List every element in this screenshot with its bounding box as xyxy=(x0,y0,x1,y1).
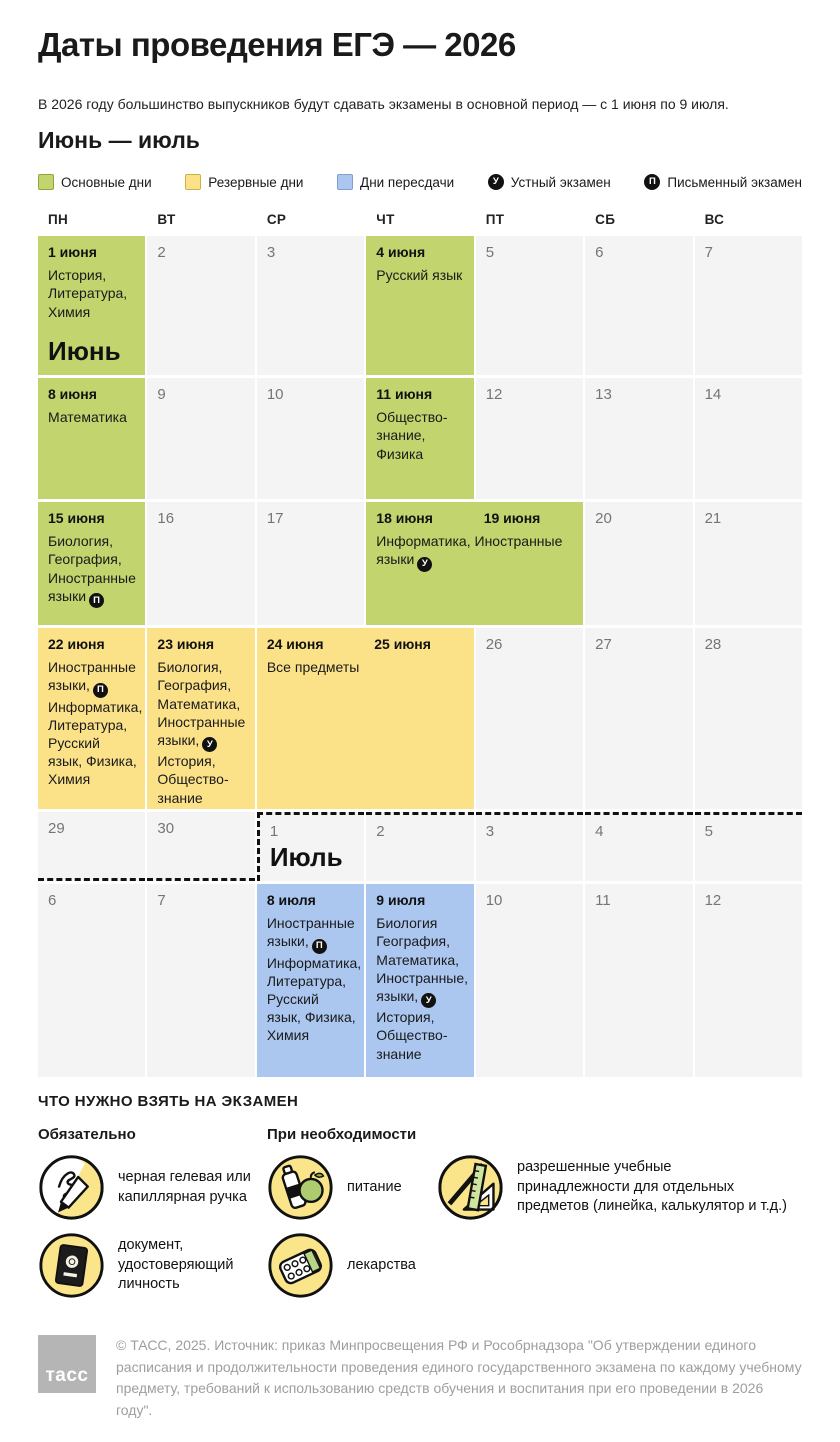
weekday-5: СБ xyxy=(595,212,616,227)
subject: История, xyxy=(376,1009,435,1026)
subjects-list xyxy=(376,532,575,571)
calendar-cell-8-июня xyxy=(38,378,145,499)
calendar-cell-17 xyxy=(257,502,364,625)
calendar-cell-6 xyxy=(38,884,145,1077)
day-number: 13 xyxy=(595,386,612,403)
day-number: 9 июля xyxy=(376,892,426,908)
calendar-cell-20 xyxy=(585,502,692,625)
optional-column-title: При необходимости xyxy=(267,1126,417,1143)
oral-exam-icon: У xyxy=(488,174,504,190)
written-exam-icon: П xyxy=(89,593,104,608)
calendar-cell-3 xyxy=(257,236,364,375)
day-number: 18 июня xyxy=(376,510,433,526)
checklist-item-label: разрешенные учебные принадлежности для отдельных предметов (линейка, калькулятор и т.д.) xyxy=(517,1159,787,1215)
legend-label: Устный экзамен xyxy=(510,174,611,190)
day-number: 15 июня xyxy=(48,510,105,526)
day-number: 21 xyxy=(704,510,722,527)
calendar-cell-6 xyxy=(585,236,692,375)
calendar-cell-12 xyxy=(695,884,802,1077)
subject: Иностранные языки, П xyxy=(48,659,136,693)
written-exam-icon: П xyxy=(93,683,108,698)
source-text: © ТАСС, 2025. Источник: приказ Минпросвещения РФ и Рособрнадзора "Об утверждении единого расписания и продолжительности проведения единого государственного экзамена по каждому учебному предмету, требований к использованию средств обучения и воспитания при его проведении в 2026 году". xyxy=(116,1337,802,1419)
checklist-item-food xyxy=(267,1154,437,1221)
day-number: 24 июня xyxy=(266,636,324,652)
passport-icon xyxy=(38,1232,105,1299)
subject: Общество-знание, xyxy=(376,409,448,444)
month-label: Июнь xyxy=(48,336,121,367)
subject: Биология, xyxy=(48,533,113,550)
subject: Биология xyxy=(376,915,438,932)
weekday-2: СР xyxy=(266,212,287,227)
day-number: 4 июня xyxy=(376,244,426,260)
legend-retake-days xyxy=(337,174,454,190)
weekday-3: ЧТ xyxy=(376,212,395,227)
subject: Литература, xyxy=(266,972,347,989)
day-number: 3 xyxy=(266,244,276,261)
calendar-cell-16 xyxy=(147,502,254,625)
day-number: 26 xyxy=(485,636,503,653)
day-number: 12 xyxy=(485,386,503,403)
section-title: Июнь — июль xyxy=(38,127,200,153)
day-number: 10 xyxy=(266,386,284,403)
calendar-cell-3 xyxy=(476,812,583,881)
calendar-cell-15-июня xyxy=(38,502,145,625)
weekday-1: ВТ xyxy=(157,212,176,227)
subject: География, xyxy=(157,677,232,694)
day-number: 14 xyxy=(704,386,722,403)
footer xyxy=(38,1335,802,1422)
calendar-cell-2 xyxy=(147,236,254,375)
subject: Информатика, xyxy=(266,954,362,971)
oral-exam-icon: У xyxy=(202,737,217,752)
legend-label: Резервные дни xyxy=(208,174,304,190)
checklist-heading: ЧТО НУЖНО ВЗЯТЬ НА ЭКЗАМЕН xyxy=(38,1093,299,1110)
weekday-0: ПН xyxy=(48,212,69,227)
subject: Иностранные языки, У xyxy=(157,714,245,748)
day-number: 4 xyxy=(595,823,604,840)
subject: Литература, xyxy=(48,285,128,302)
calendar-cell-4 xyxy=(585,812,692,881)
day-number: 8 июня xyxy=(48,386,97,402)
day-number: 25 июня xyxy=(374,636,431,652)
subject: Информатика, xyxy=(48,698,143,715)
day-number: 1 xyxy=(269,823,279,840)
calendar-cell-11-июня xyxy=(366,378,473,499)
subject: Математика xyxy=(48,409,127,426)
legend-label: Дни пересдачи xyxy=(360,174,455,190)
calendar-cell-13 xyxy=(585,378,692,499)
calendar-cell-8-июля xyxy=(257,884,364,1077)
checklist-item-passport xyxy=(38,1232,267,1299)
subject: История, xyxy=(157,753,216,770)
subjects-list xyxy=(376,914,469,1063)
calendar-cell-26 xyxy=(476,628,583,809)
subject: Информатика, xyxy=(376,533,471,550)
written-exam-icon: П xyxy=(312,939,327,954)
day-number: 2 xyxy=(376,823,385,840)
day-number: 16 xyxy=(157,510,175,527)
legend-written-exam xyxy=(644,174,802,190)
day-number: 11 июня xyxy=(376,386,433,402)
checklist-item-label: лекарства xyxy=(347,1256,416,1273)
checklist-item-label: питание xyxy=(347,1178,402,1195)
subject: История, xyxy=(48,267,107,284)
calendar-cell-10 xyxy=(257,378,364,499)
weekday-6: ВС xyxy=(704,212,725,227)
subject: Химия xyxy=(48,771,91,788)
day-number: 22 июня xyxy=(48,636,105,652)
calendar-cell-2 xyxy=(366,812,473,881)
subjects-list xyxy=(376,266,465,284)
subject: Физика, xyxy=(85,753,137,770)
subjects-list xyxy=(157,658,246,807)
calendar-cell-7 xyxy=(147,884,254,1077)
pills-icon xyxy=(267,1232,334,1299)
legend-label: Письменный экзамен xyxy=(667,174,802,190)
subject: Иностранные языки У xyxy=(376,533,562,567)
subject: Русский язык, xyxy=(266,991,319,1026)
calendar-cell-14 xyxy=(695,378,802,499)
legend-label: Основные дни xyxy=(61,174,152,190)
page-subtitle: В 2026 году большинство выпускников будут сдавать экзамены в основной период — с 1 июня по 9 июля. xyxy=(38,96,729,112)
checklist-section xyxy=(38,1093,802,1299)
day-number: 29 xyxy=(48,820,65,837)
day-number: 6 xyxy=(595,244,604,261)
calendar-cell-9 xyxy=(147,378,254,499)
day-number: 12 xyxy=(704,892,722,909)
checklist-item-medicine xyxy=(267,1232,437,1299)
day-number: 9 xyxy=(157,386,166,403)
subject: Математика, xyxy=(376,951,460,968)
subject: География, xyxy=(376,933,450,950)
subject: Биология, xyxy=(157,659,223,676)
weekday-4: ПТ xyxy=(485,212,505,227)
calendar-cell-29 xyxy=(38,812,145,881)
subjects-list xyxy=(266,914,362,1044)
legend-reserve-days xyxy=(185,174,303,190)
day-number: 17 xyxy=(266,510,284,527)
checklist-item-supplies xyxy=(437,1154,802,1221)
calendar-cell-18-июня xyxy=(366,502,583,625)
tass-logo: тасс xyxy=(38,1335,96,1393)
calendar-cell-4-июня xyxy=(366,236,473,375)
subject: Химия xyxy=(48,303,91,320)
calendar-cell-7 xyxy=(695,236,802,375)
day-number: 1 июня xyxy=(48,244,97,260)
calendar-cell-21 xyxy=(695,502,802,625)
subject: Русский язык xyxy=(376,267,463,284)
day-number: 7 xyxy=(704,244,713,261)
day-number: 8 июля xyxy=(266,892,316,908)
pen-icon xyxy=(38,1154,105,1221)
day-number: 23 июня xyxy=(157,636,215,652)
subjects-list xyxy=(376,408,465,463)
subject: Русский язык, xyxy=(48,735,100,770)
supplies-icon xyxy=(437,1154,504,1221)
day-number: 2 xyxy=(157,244,166,261)
calendar-grid xyxy=(38,236,802,1077)
legend-main-days xyxy=(38,174,152,190)
required-column-title: Обязательно xyxy=(38,1126,136,1143)
calendar-cell-30 xyxy=(147,812,254,881)
subject: Литература, xyxy=(48,716,128,733)
subjects-list xyxy=(48,532,137,608)
day-number: 5 xyxy=(704,823,713,840)
calendar-cell-1-июня xyxy=(38,236,145,375)
day-number: 5 xyxy=(485,244,495,261)
calendar-cell-10 xyxy=(476,884,583,1077)
subject: Иностранные языки П xyxy=(48,570,136,604)
subject: Физика, xyxy=(304,1009,356,1026)
calendar-cell-23-июня xyxy=(147,628,254,809)
subject: Иностранные, xyxy=(376,969,469,986)
month-label: Июль xyxy=(269,842,343,873)
subjects-list xyxy=(48,266,137,321)
calendar-cell-22-июня xyxy=(38,628,145,809)
written-exam-icon: П xyxy=(644,174,660,190)
calendar-cell-9-июля xyxy=(366,884,473,1077)
subject: Физика xyxy=(376,445,424,462)
reserve-days-swatch-icon xyxy=(185,174,201,190)
subjects-list xyxy=(48,658,143,788)
subject: Общество-знание xyxy=(157,771,229,806)
day-number: 20 xyxy=(595,510,612,527)
checklist-item-label: документ, удостоверяющий личность xyxy=(118,1237,234,1293)
calendar-cell-12 xyxy=(476,378,583,499)
subject: Иностранные языки, П xyxy=(267,915,355,949)
day-number: 28 xyxy=(704,636,722,653)
subject: языки, У xyxy=(376,988,436,1004)
day-number: 19 июня xyxy=(483,510,541,526)
legend-oral-exam xyxy=(488,174,611,190)
subject: Общество-знание xyxy=(376,1027,448,1062)
legend xyxy=(38,174,802,190)
checklist-grid xyxy=(38,1126,802,1299)
weekday-header xyxy=(38,212,802,227)
oral-exam-icon: У xyxy=(421,993,436,1008)
checklist-item-pen xyxy=(38,1154,267,1221)
retake-days-swatch-icon xyxy=(337,174,353,190)
calendar-cell-24-июня xyxy=(257,628,474,809)
food-icon xyxy=(267,1154,334,1221)
subject: Математика, xyxy=(157,695,241,712)
calendar-cell-11 xyxy=(585,884,692,1077)
calendar-cell-27 xyxy=(585,628,692,809)
calendar-cell-1 xyxy=(257,812,364,881)
day-number: 30 xyxy=(157,820,175,837)
calendar-cell-5 xyxy=(476,236,583,375)
day-number: 7 xyxy=(157,892,166,909)
page-title: Даты проведения ЕГЭ — 2026 xyxy=(38,26,516,63)
subjects-list xyxy=(267,658,466,676)
day-number: 6 xyxy=(48,892,57,909)
subject: География, xyxy=(48,551,122,568)
subjects-list xyxy=(48,408,137,426)
subject: Химия xyxy=(266,1027,310,1044)
day-number: 3 xyxy=(485,823,495,840)
day-number: 27 xyxy=(595,636,612,653)
day-number: 10 xyxy=(485,892,503,909)
main-days-swatch-icon xyxy=(38,174,54,190)
oral-exam-icon: У xyxy=(417,557,432,572)
calendar-cell-5 xyxy=(695,812,802,881)
calendar-cell-28 xyxy=(695,628,802,809)
subject: Все предметы xyxy=(266,659,360,676)
checklist-item-label: черная гелевая или капиллярная ручка xyxy=(118,1168,251,1205)
day-number: 11 xyxy=(595,892,611,909)
